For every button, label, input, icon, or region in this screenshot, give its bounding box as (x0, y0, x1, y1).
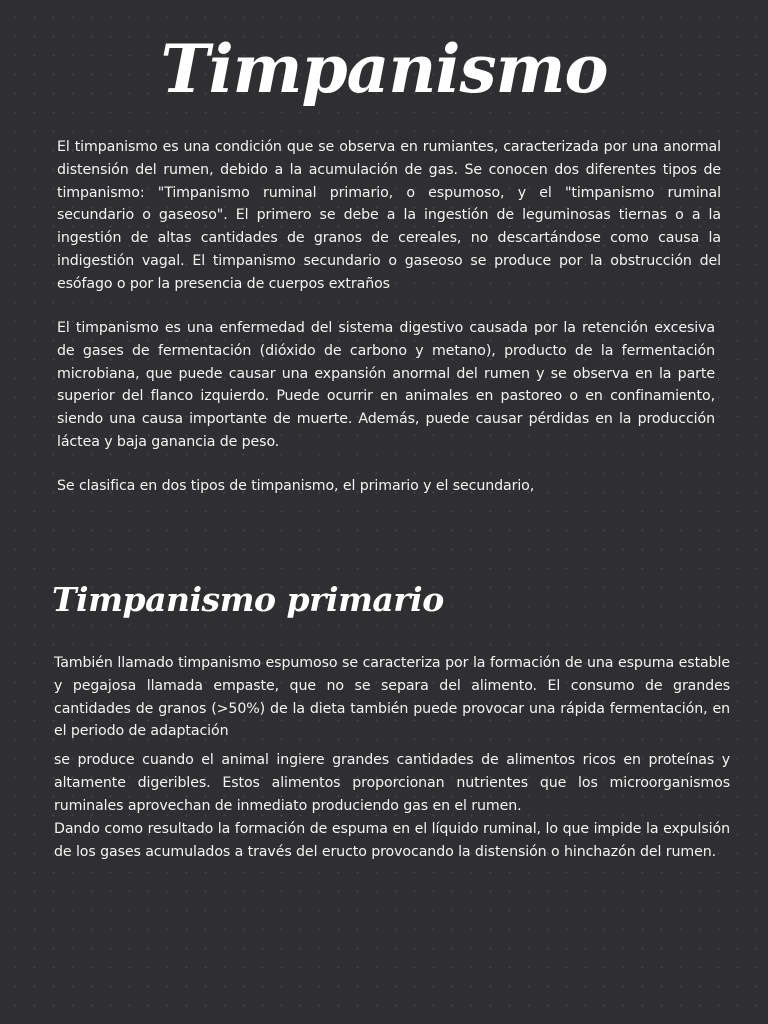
primary-paragraph-2: se produce cuando el animal ingiere grandes cantidades de alimentos ricos en proteínas y altamente digeribles. Estos alimentos proporcionan nutrientes que los microorganismos ruminales aprovechan de inmediato produciendo gas en el rumen. (54, 752, 730, 814)
section-heading-primary: Timpanismo primario (52, 580, 444, 619)
intro-paragraph-2: El timpanismo es una enfermedad del sistema digestivo causada por la retención excesiva de gases de fermentación (dióxido de carbono y metano), producto de la fermentación microbiana, que puede causar una expansión anormal del rumen y se observa en la parte superior del flanco izquierdo. Puede ocurrir en animales en pastoreo o en confinamiento, siendo una causa importante de muerte. Además, puede causar pérdidas en la producción láctea y baja ganancia de peso. (57, 320, 715, 450)
page-title: Timpanismo (160, 30, 608, 108)
intro-paragraph-3: Se clasifica en dos tipos de timpanismo, el primario y el secundario, (57, 478, 535, 494)
primary-paragraph-3: Dando como resultado la formación de espuma en el líquido ruminal, lo que impide la expulsión de los gases acumulados a través del eructo provocando la distensión o hinchazón del rumen. (54, 821, 730, 860)
primary-paragraph-1: También llamado timpanismo espumoso se caracteriza por la formación de una espuma estable y pegajosa llamada empaste, que no se separa del alimento. El consumo de grandes cantidades de granos (>50%) de la dieta también puede provocar una rápida fermentación, en el periodo de adaptación (54, 655, 730, 740)
intro-paragraph-1: El timpanismo es una condición que se observa en rumiantes, caracterizada por una anormal distensión del rumen, debido a la acumulación de gas. Se conocen dos diferentes tipos de timpanismo: "Timpanismo ruminal primario, o espumoso, y el "timpanismo ruminal secundario o gaseoso". El primero se debe a la ingestión de leguminosas tiernas o a la ingestión de altas cantidades de granos de cereales, no descartándose como causa la indigestión vagal. El timpanismo secundario o gaseoso se produce por la obstrucción del esófago o por la presencia de cuerpos extraños (57, 139, 721, 292)
